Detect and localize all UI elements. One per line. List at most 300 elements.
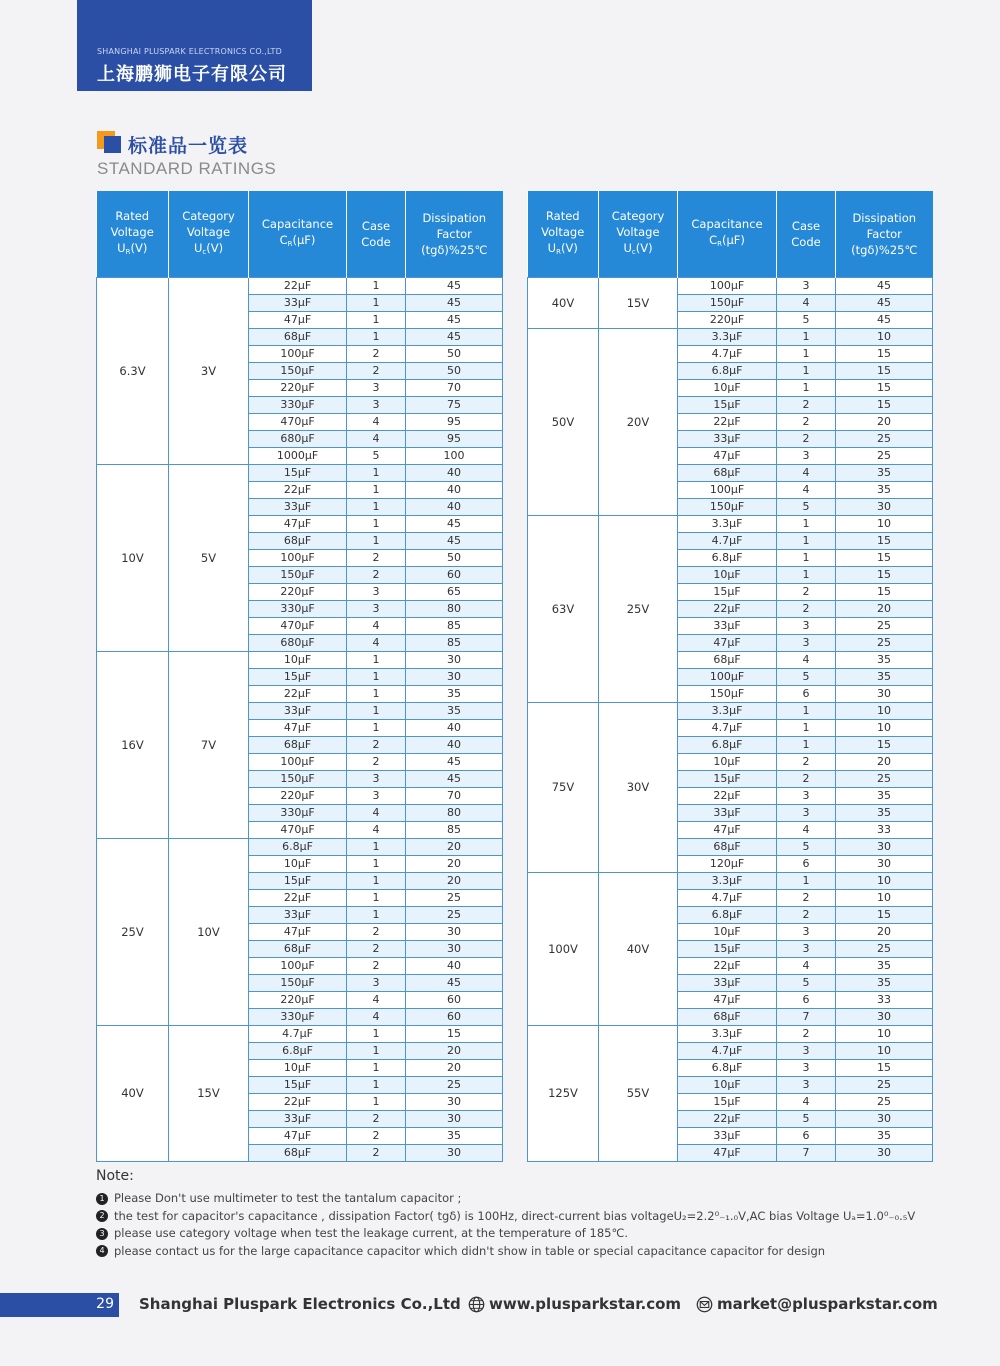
case-code-cell: 2	[777, 889, 836, 906]
case-code-cell: 5	[777, 838, 836, 855]
case-code-cell: 3	[777, 787, 836, 804]
capacitance-cell: 68μF	[249, 328, 347, 345]
dissipation-cell: 30	[836, 1008, 933, 1025]
case-code-cell: 1	[347, 906, 406, 923]
header-capacitance: Capacitance $C_R(\mu F)$	[249, 191, 347, 277]
dissipation-cell: 10	[836, 872, 933, 889]
capacitance-cell: 33μF	[249, 294, 347, 311]
case-code-cell: 5	[777, 311, 836, 328]
dissipation-cell: 40	[406, 498, 503, 515]
notes-section	[96, 1168, 946, 1260]
case-code-cell: 5	[777, 1110, 836, 1127]
case-code-cell: 1	[777, 702, 836, 719]
dissipation-cell: 35	[836, 668, 933, 685]
rated-voltage-cell: 100V	[528, 872, 599, 1025]
dissipation-cell: 10	[836, 719, 933, 736]
capacitance-cell: 6.8μF	[249, 838, 347, 855]
table-row	[528, 1025, 933, 1042]
case-code-cell: 4	[777, 957, 836, 974]
header-dissipation: Dissipation Factor (tgδ)%25℃	[836, 191, 933, 277]
dissipation-cell: 25	[836, 617, 933, 634]
case-code-cell: 2	[347, 549, 406, 566]
capacitance-cell: 4.7μF	[678, 1042, 777, 1059]
case-code-cell: 4	[777, 481, 836, 498]
capacitance-cell: 22μF	[678, 957, 777, 974]
table-row	[97, 464, 503, 481]
dissipation-cell: 40	[406, 736, 503, 753]
rated-voltage-cell: 50V	[528, 328, 599, 515]
case-code-cell: 2	[777, 430, 836, 447]
dissipation-cell: 10	[836, 1042, 933, 1059]
capacitance-cell: 150μF	[249, 974, 347, 991]
note-number: 4	[96, 1245, 108, 1257]
case-code-cell: 4	[347, 1008, 406, 1025]
dissipation-cell: 30	[836, 1110, 933, 1127]
case-code-cell: 6	[777, 685, 836, 702]
case-code-cell: 1	[347, 277, 406, 294]
capacitance-cell: 330μF	[249, 1008, 347, 1025]
capacitance-cell: 22μF	[249, 277, 347, 294]
rated-voltage-cell: 63V	[528, 515, 599, 702]
dissipation-cell: 20	[836, 753, 933, 770]
capacitance-cell: 220μF	[249, 787, 347, 804]
dissipation-cell: 25	[406, 1076, 503, 1093]
dissipation-cell: 45	[406, 328, 503, 345]
capacitance-cell: 47μF	[678, 1144, 777, 1161]
dissipation-cell: 30	[836, 855, 933, 872]
dissipation-cell: 20	[406, 1059, 503, 1076]
page-number: 29	[96, 1296, 114, 1312]
dissipation-cell: 100	[406, 447, 503, 464]
capacitance-cell: 680μF	[249, 634, 347, 651]
dissipation-cell: 20	[406, 855, 503, 872]
capacitance-cell: 10μF	[678, 1076, 777, 1093]
dissipation-cell: 20	[836, 600, 933, 617]
capacitance-cell: 22μF	[249, 685, 347, 702]
case-code-cell: 1	[347, 668, 406, 685]
capacitance-cell: 15μF	[678, 940, 777, 957]
header-rated-voltage: Rated Voltage $U_R(V)$	[97, 191, 169, 277]
case-code-cell: 1	[347, 872, 406, 889]
dissipation-cell: 33	[836, 991, 933, 1008]
capacitance-cell: 100μF	[678, 277, 777, 294]
dissipation-cell: 45	[406, 311, 503, 328]
dissipation-cell: 20	[406, 872, 503, 889]
dissipation-cell: 45	[406, 532, 503, 549]
case-code-cell: 1	[347, 515, 406, 532]
section-title-cn: 标准品一览表	[128, 135, 249, 157]
capacitance-cell: 22μF	[678, 600, 777, 617]
dissipation-cell: 30	[836, 838, 933, 855]
header-rated-voltage: Rated Voltage $U_R(V)$	[528, 191, 599, 277]
rated-voltage-cell: 6.3V	[97, 277, 169, 464]
note-number: 3	[96, 1228, 108, 1240]
capacitance-cell: 47μF	[249, 515, 347, 532]
case-code-cell: 2	[347, 1144, 406, 1161]
case-code-cell: 1	[347, 1025, 406, 1042]
capacitance-cell: 15μF	[678, 770, 777, 787]
dissipation-cell: 80	[406, 804, 503, 821]
ratings-table-right	[527, 191, 933, 1162]
dissipation-cell: 45	[836, 277, 933, 294]
dissipation-cell: 85	[406, 617, 503, 634]
capacitance-cell: 6.8μF	[678, 362, 777, 379]
website-text[interactable]: www.plusparkstar.com	[489, 1295, 682, 1313]
case-code-cell: 2	[777, 1025, 836, 1042]
dissipation-cell: 20	[836, 413, 933, 430]
header-category-voltage: Category Voltage $U_c(V)$	[169, 191, 249, 277]
capacitance-cell: 100μF	[249, 345, 347, 362]
dissipation-cell: 30	[836, 685, 933, 702]
dissipation-cell: 85	[406, 634, 503, 651]
category-voltage-cell: 20V	[599, 328, 678, 515]
capacitance-cell: 680μF	[249, 430, 347, 447]
case-code-cell: 1	[347, 702, 406, 719]
case-code-cell: 2	[347, 566, 406, 583]
footer-email[interactable]	[696, 1295, 938, 1313]
case-code-cell: 1	[347, 464, 406, 481]
case-code-cell: 1	[777, 328, 836, 345]
capacitance-cell: 47μF	[678, 821, 777, 838]
dissipation-cell: 25	[406, 889, 503, 906]
case-code-cell: 5	[777, 498, 836, 515]
brand-block	[77, 0, 312, 91]
capacitance-cell: 15μF	[678, 1093, 777, 1110]
dissipation-cell: 10	[836, 1025, 933, 1042]
capacitance-cell: 3.3μF	[678, 515, 777, 532]
capacitance-cell: 47μF	[678, 634, 777, 651]
dissipation-cell: 35	[836, 464, 933, 481]
capacitance-cell: 68μF	[249, 1144, 347, 1161]
dissipation-cell: 70	[406, 787, 503, 804]
dissipation-cell: 15	[836, 906, 933, 923]
capacitance-cell: 470μF	[249, 821, 347, 838]
capacitance-cell: 10μF	[249, 855, 347, 872]
case-code-cell: 3	[347, 974, 406, 991]
case-code-cell: 1	[347, 498, 406, 515]
case-code-cell: 3	[777, 634, 836, 651]
capacitance-cell: 68μF	[249, 940, 347, 957]
capacitance-cell: 22μF	[678, 1110, 777, 1127]
dissipation-cell: 25	[836, 1093, 933, 1110]
case-code-cell: 1	[777, 532, 836, 549]
dissipation-cell: 30	[406, 1144, 503, 1161]
capacitance-cell: 150μF	[678, 685, 777, 702]
case-code-cell: 3	[777, 1059, 836, 1076]
capacitance-cell: 150μF	[249, 770, 347, 787]
capacitance-cell: 4.7μF	[678, 889, 777, 906]
dissipation-cell: 15	[836, 532, 933, 549]
case-code-cell: 2	[347, 1110, 406, 1127]
case-code-cell: 3	[777, 804, 836, 821]
case-code-cell: 1	[777, 515, 836, 532]
case-code-cell: 4	[777, 294, 836, 311]
table-row	[528, 328, 933, 345]
note-text: Please Don't use multimeter to test the tantalum capacitor ;	[114, 1191, 462, 1205]
capacitance-cell: 15μF	[249, 668, 347, 685]
case-code-cell: 2	[777, 600, 836, 617]
case-code-cell: 1	[347, 651, 406, 668]
capacitance-cell: 33μF	[249, 498, 347, 515]
capacitance-cell: 33μF	[678, 974, 777, 991]
mail-icon	[696, 1296, 713, 1313]
capacitance-cell: 47μF	[249, 1127, 347, 1144]
capacitance-cell: 120μF	[678, 855, 777, 872]
table-row	[528, 515, 933, 532]
case-code-cell: 1	[347, 1059, 406, 1076]
case-code-cell: 3	[777, 617, 836, 634]
case-code-cell: 1	[347, 532, 406, 549]
capacitance-cell: 15μF	[249, 872, 347, 889]
table-row	[97, 838, 503, 855]
capacitance-cell: 220μF	[249, 379, 347, 396]
rated-voltage-cell: 10V	[97, 464, 169, 651]
dissipation-cell: 35	[836, 957, 933, 974]
capacitance-cell: 100μF	[678, 481, 777, 498]
footer-website[interactable]	[468, 1295, 681, 1313]
dissipation-cell: 30	[836, 498, 933, 515]
dissipation-cell: 45	[406, 753, 503, 770]
dissipation-cell: 33	[836, 821, 933, 838]
capacitance-cell: 15μF	[249, 1076, 347, 1093]
capacitance-cell: 330μF	[249, 804, 347, 821]
case-code-cell: 2	[347, 753, 406, 770]
dissipation-cell: 35	[836, 481, 933, 498]
footer-company: Shanghai Pluspark Electronics Co.,Ltd	[139, 1295, 461, 1313]
case-code-cell: 2	[347, 923, 406, 940]
case-code-cell: 7	[777, 1144, 836, 1161]
case-code-cell: 1	[347, 481, 406, 498]
capacitance-cell: 22μF	[249, 889, 347, 906]
case-code-cell: 3	[777, 940, 836, 957]
dissipation-cell: 40	[406, 719, 503, 736]
capacitance-cell: 15μF	[678, 583, 777, 600]
capacitance-cell: 100μF	[678, 668, 777, 685]
case-code-cell: 4	[347, 821, 406, 838]
case-code-cell: 4	[777, 651, 836, 668]
note-number: 1	[96, 1193, 108, 1205]
section-square-icon	[97, 131, 121, 153]
company-name-cn: 上海鹏狮电子有限公司	[97, 64, 287, 85]
case-code-cell: 4	[347, 804, 406, 821]
capacitance-cell: 15μF	[678, 396, 777, 413]
note-item	[96, 1208, 946, 1226]
email-text[interactable]: market@plusparkstar.com	[717, 1295, 938, 1313]
capacitance-cell: 10μF	[678, 923, 777, 940]
dissipation-cell: 80	[406, 600, 503, 617]
capacitance-cell: 68μF	[678, 464, 777, 481]
case-code-cell: 1	[777, 549, 836, 566]
capacitance-cell: 15μF	[249, 464, 347, 481]
dissipation-cell: 45	[406, 515, 503, 532]
capacitance-cell: 3.3μF	[678, 1025, 777, 1042]
notes-heading: Note:	[96, 1168, 134, 1184]
dissipation-cell: 35	[836, 651, 933, 668]
dissipation-cell: 35	[406, 702, 503, 719]
case-code-cell: 3	[777, 277, 836, 294]
dissipation-cell: 25	[836, 770, 933, 787]
case-code-cell: 2	[347, 736, 406, 753]
capacitance-cell: 68μF	[249, 532, 347, 549]
dissipation-cell: 75	[406, 396, 503, 413]
capacitance-cell: 33μF	[678, 430, 777, 447]
table-row	[528, 872, 933, 889]
dissipation-cell: 15	[836, 736, 933, 753]
capacitance-cell: 3.3μF	[678, 872, 777, 889]
case-code-cell: 1	[347, 1042, 406, 1059]
dissipation-cell: 35	[836, 787, 933, 804]
case-code-cell: 1	[347, 855, 406, 872]
rated-voltage-cell: 25V	[97, 838, 169, 1025]
category-voltage-cell: 40V	[599, 872, 678, 1025]
note-text: please contact us for the large capacitance capacitor which didn't show in table or special capacitance capacitor for design	[114, 1243, 826, 1258]
case-code-cell: 4	[347, 413, 406, 430]
case-code-cell: 5	[777, 974, 836, 991]
dissipation-cell: 15	[836, 362, 933, 379]
category-voltage-cell: 10V	[169, 838, 249, 1025]
case-code-cell: 2	[777, 583, 836, 600]
case-code-cell: 2	[777, 906, 836, 923]
capacitance-cell: 100μF	[249, 957, 347, 974]
capacitance-cell: 68μF	[249, 736, 347, 753]
dissipation-cell: 60	[406, 566, 503, 583]
dissipation-cell: 25	[836, 1076, 933, 1093]
dissipation-cell: 35	[406, 1127, 503, 1144]
category-voltage-cell: 5V	[169, 464, 249, 651]
dissipation-cell: 50	[406, 345, 503, 362]
capacitance-cell: 100μF	[249, 549, 347, 566]
capacitance-cell: 220μF	[678, 311, 777, 328]
case-code-cell: 2	[777, 413, 836, 430]
capacitance-cell: 4.7μF	[678, 719, 777, 736]
dissipation-cell: 50	[406, 362, 503, 379]
note-item	[96, 1243, 946, 1261]
capacitance-cell: 6.8μF	[678, 906, 777, 923]
capacitance-cell: 33μF	[249, 1110, 347, 1127]
case-code-cell: 2	[347, 940, 406, 957]
category-voltage-cell: 15V	[169, 1025, 249, 1161]
case-code-cell: 3	[777, 923, 836, 940]
table-row	[528, 702, 933, 719]
note-item	[96, 1190, 946, 1208]
capacitance-cell: 4.7μF	[249, 1025, 347, 1042]
case-code-cell: 3	[347, 396, 406, 413]
section-title-en: STANDARD RATINGS	[97, 159, 277, 178]
dissipation-cell: 15	[836, 396, 933, 413]
capacitance-cell: 68μF	[678, 838, 777, 855]
case-code-cell: 4	[347, 617, 406, 634]
capacitance-cell: 22μF	[249, 1093, 347, 1110]
capacitance-cell: 47μF	[249, 719, 347, 736]
table-row	[528, 277, 933, 294]
capacitance-cell: 10μF	[678, 379, 777, 396]
dissipation-cell: 85	[406, 821, 503, 838]
case-code-cell: 2	[777, 396, 836, 413]
capacitance-cell: 6.8μF	[249, 1042, 347, 1059]
dissipation-cell: 60	[406, 991, 503, 1008]
case-code-cell: 1	[347, 1093, 406, 1110]
capacitance-cell: 1000μF	[249, 447, 347, 464]
capacitance-cell: 10μF	[678, 566, 777, 583]
capacitance-cell: 330μF	[249, 396, 347, 413]
dissipation-cell: 45	[406, 294, 503, 311]
dissipation-cell: 95	[406, 413, 503, 430]
case-code-cell: 3	[347, 379, 406, 396]
capacitance-cell: 33μF	[249, 702, 347, 719]
capacitance-cell: 330μF	[249, 600, 347, 617]
capacitance-cell: 33μF	[678, 804, 777, 821]
case-code-cell: 7	[777, 1008, 836, 1025]
case-code-cell: 1	[347, 719, 406, 736]
case-code-cell: 3	[777, 1042, 836, 1059]
case-code-cell: 4	[347, 634, 406, 651]
table-row	[97, 651, 503, 668]
capacitance-cell: 3.3μF	[678, 328, 777, 345]
dissipation-cell: 35	[836, 974, 933, 991]
dissipation-cell: 15	[406, 1025, 503, 1042]
capacitance-cell: 47μF	[678, 447, 777, 464]
note-number: 2	[96, 1210, 108, 1222]
capacitance-cell: 22μF	[678, 413, 777, 430]
category-voltage-cell: 55V	[599, 1025, 678, 1161]
dissipation-cell: 30	[406, 1093, 503, 1110]
dissipation-cell: 30	[406, 1110, 503, 1127]
dissipation-cell: 95	[406, 430, 503, 447]
category-voltage-cell: 25V	[599, 515, 678, 702]
case-code-cell: 2	[777, 770, 836, 787]
header-capacitance: Capacitance $C_R(\mu F)$	[678, 191, 777, 277]
dissipation-cell: 65	[406, 583, 503, 600]
capacitance-cell: 22μF	[678, 787, 777, 804]
case-code-cell: 6	[777, 991, 836, 1008]
capacitance-cell: 10μF	[678, 753, 777, 770]
dissipation-cell: 40	[406, 957, 503, 974]
capacitance-cell: 4.7μF	[678, 532, 777, 549]
capacitance-cell: 4.7μF	[678, 345, 777, 362]
case-code-cell: 3	[777, 447, 836, 464]
case-code-cell: 2	[347, 1127, 406, 1144]
rated-voltage-cell: 125V	[528, 1025, 599, 1161]
case-code-cell: 1	[777, 872, 836, 889]
capacitance-cell: 22μF	[249, 481, 347, 498]
case-code-cell: 2	[777, 753, 836, 770]
capacitance-cell: 470μF	[249, 617, 347, 634]
footer-page-bar	[0, 1293, 119, 1317]
rated-voltage-cell: 40V	[528, 277, 599, 328]
capacitance-cell: 47μF	[249, 923, 347, 940]
dissipation-cell: 30	[406, 940, 503, 957]
case-code-cell: 1	[777, 379, 836, 396]
header-case-code: Case Code	[347, 191, 406, 277]
capacitance-cell: 33μF	[678, 617, 777, 634]
capacitance-cell: 68μF	[678, 651, 777, 668]
capacitance-cell: 6.8μF	[678, 549, 777, 566]
dissipation-cell: 40	[406, 481, 503, 498]
case-code-cell: 5	[347, 447, 406, 464]
dissipation-cell: 25	[406, 906, 503, 923]
dissipation-cell: 15	[836, 379, 933, 396]
case-code-cell: 1	[347, 1076, 406, 1093]
dissipation-cell: 35	[406, 685, 503, 702]
capacitance-cell: 33μF	[249, 906, 347, 923]
case-code-cell: 2	[347, 362, 406, 379]
dissipation-cell: 15	[836, 1059, 933, 1076]
note-item	[96, 1225, 946, 1243]
dissipation-cell: 70	[406, 379, 503, 396]
capacitance-cell: 10μF	[249, 651, 347, 668]
case-code-cell: 2	[347, 957, 406, 974]
dissipation-cell: 30	[406, 668, 503, 685]
